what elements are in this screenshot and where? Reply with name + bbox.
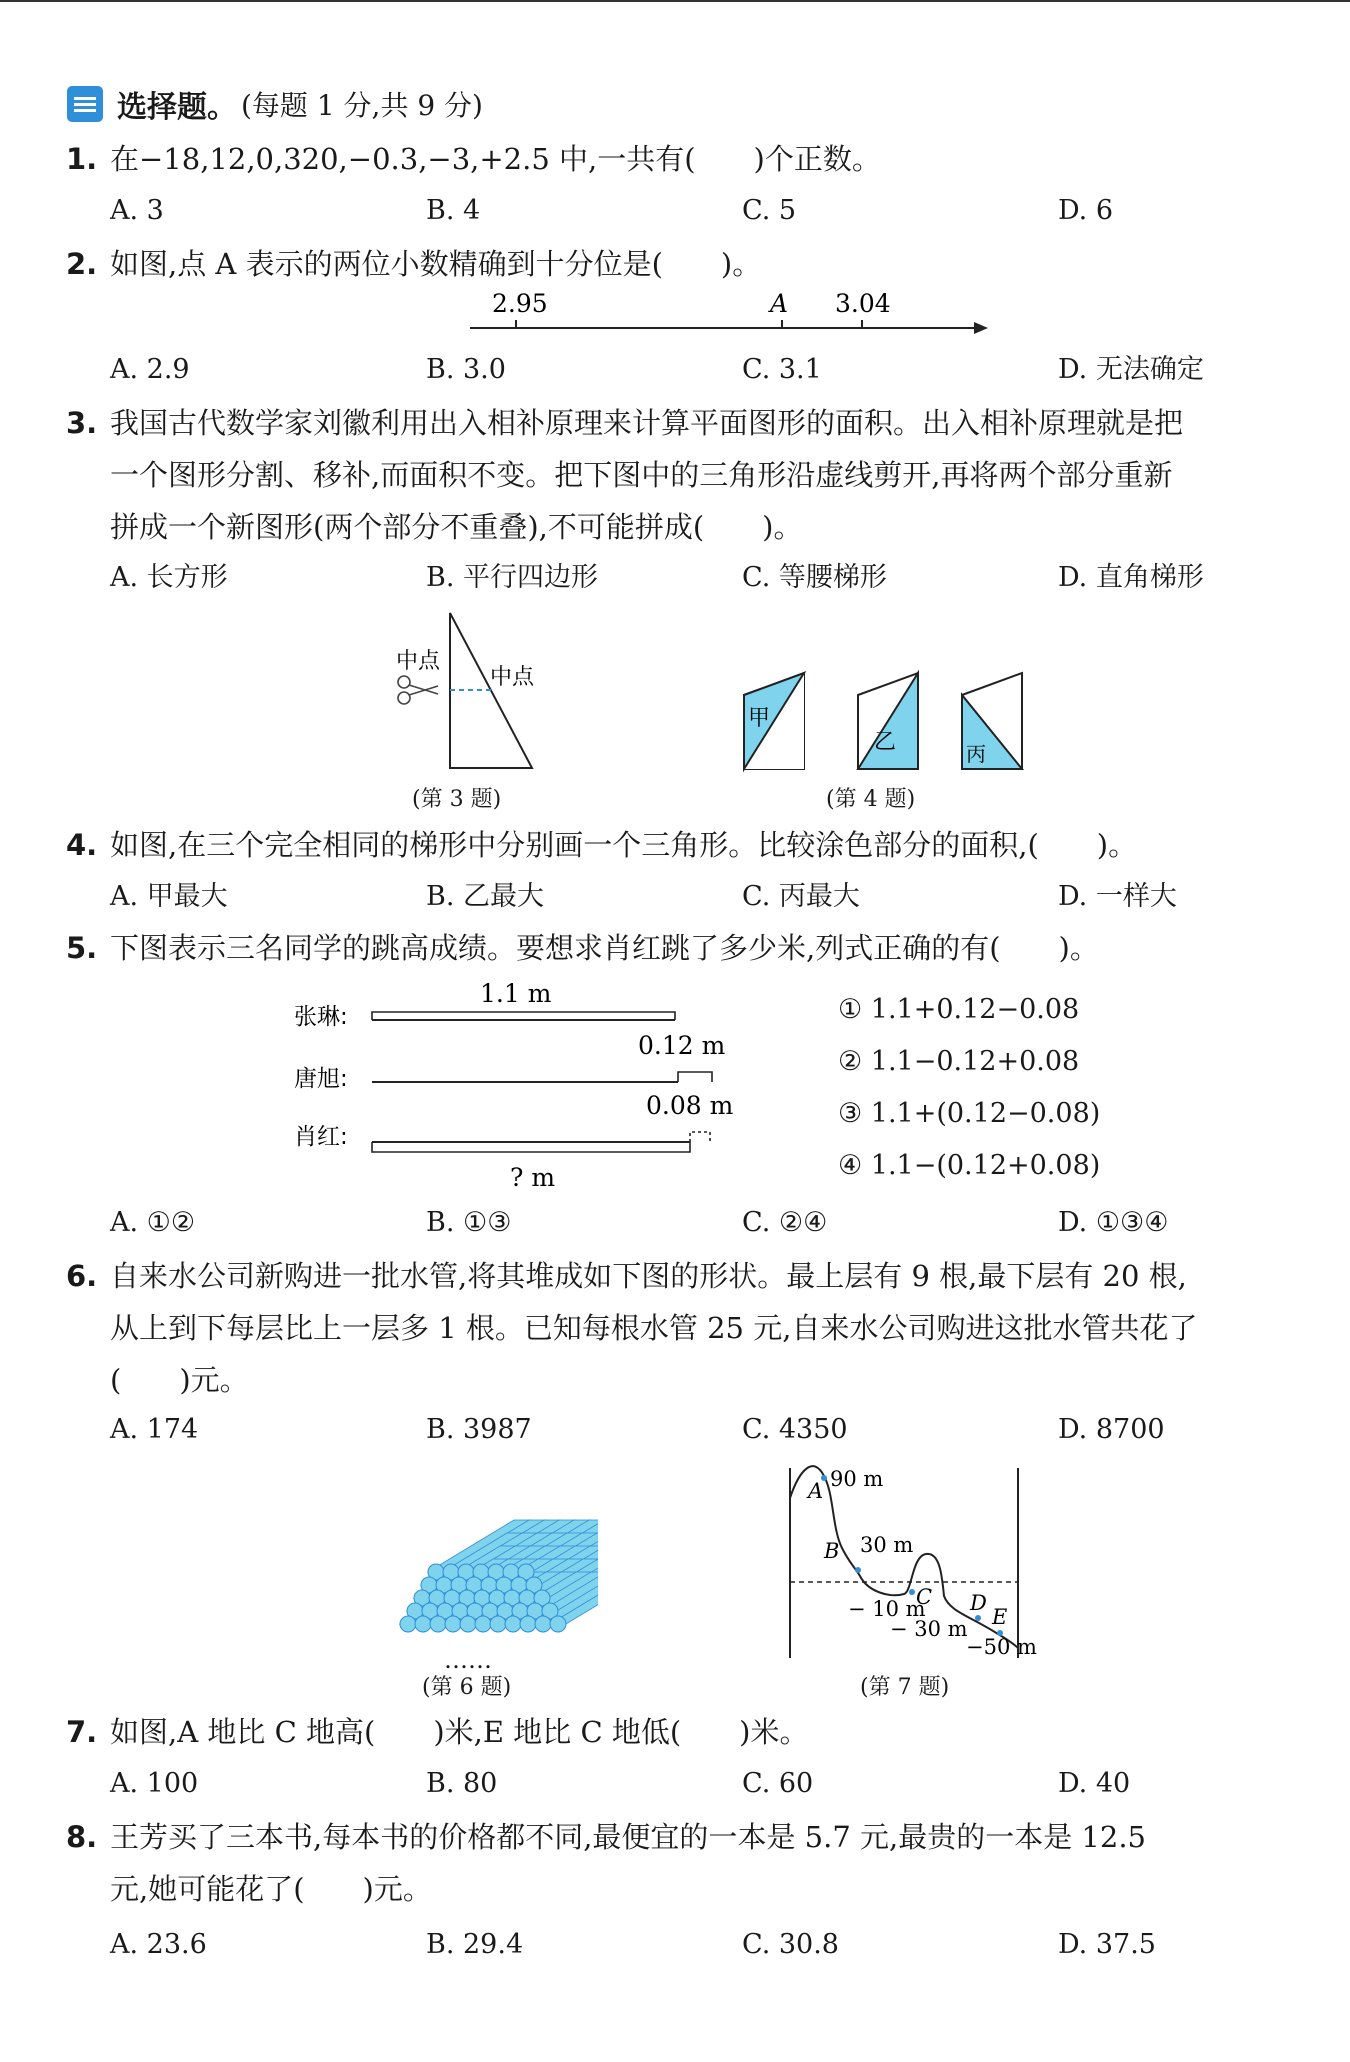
q6-option-b: B. 3987 xyxy=(426,1414,532,1445)
q4-trapezoids-figure xyxy=(736,665,1026,775)
q3-line-1: 我国古代数学家刘徽利用出入相补原理来计算平面图形的面积。出入相补原理就是把 xyxy=(110,406,1184,440)
svg-text:30 m: 30 m xyxy=(860,1533,914,1557)
q4-option-b: B. 乙最大 xyxy=(426,881,545,912)
q4-caption: (第 4 题) xyxy=(826,787,916,812)
q2-number-line xyxy=(470,290,990,340)
q2-option-b: B. 3.0 xyxy=(426,354,506,385)
q7-option-a: A. 100 xyxy=(110,1768,199,1799)
q3-midpoint-right: 中点 xyxy=(490,665,535,690)
q6-caption: (第 6 题) xyxy=(422,1675,512,1700)
svg-text:A: A xyxy=(808,1479,824,1503)
q3-number: 3. xyxy=(66,406,98,440)
q2-number: 2. xyxy=(66,247,98,281)
top-border xyxy=(0,0,1350,2)
q2-option-c: C. 3.1 xyxy=(742,354,822,385)
q8-number: 8. xyxy=(66,1820,98,1854)
trapezoid-jia xyxy=(744,673,804,769)
section-note: (每题 1 分,共 9 分) xyxy=(241,89,483,122)
q6-line-2: 从上到下每层比上一层多 1 根。已知每根水管 25 元,自来水公司购进这批水管共花了 xyxy=(110,1311,1198,1345)
svg-text:− 10 m: − 10 m xyxy=(848,1597,926,1621)
q3-option-d: D. 直角梯形 xyxy=(1058,562,1204,593)
q2-label-right: 3.04 xyxy=(835,290,891,318)
q8-option-d: D. 37.5 xyxy=(1058,1929,1156,1960)
q1-text: 在−18,12,0,320,−0.3,−3,+2.5 中,一共有( )个正数。 xyxy=(110,142,881,176)
pipe-end xyxy=(550,1616,566,1632)
section-header xyxy=(67,82,483,126)
q1-number: 1. xyxy=(66,142,98,176)
svg-text:唐旭:: 唐旭: xyxy=(294,1066,348,1092)
q5-option-b: B. ①③ xyxy=(426,1207,512,1238)
pipe-end xyxy=(460,1616,476,1632)
q8-option-c: C. 30.8 xyxy=(742,1929,839,1960)
svg-text:? m: ? m xyxy=(510,1163,556,1192)
q2-label-point: A xyxy=(770,290,789,318)
svg-text:0.08 m: 0.08 m xyxy=(646,1091,734,1120)
pipe-end xyxy=(490,1616,506,1632)
q5-formula-2: ② 1.1−0.12+0.08 xyxy=(838,1046,1080,1077)
q5-formula-4: ④ 1.1−(0.12+0.08) xyxy=(838,1150,1101,1181)
q5-text: 下图表示三名同学的跳高成绩。要想求肖红跳了多少米,列式正确的有( )。 xyxy=(110,931,1099,965)
q3-caption: (第 3 题) xyxy=(412,787,502,812)
svg-text:90 m: 90 m xyxy=(830,1467,884,1491)
q5-option-c: C. ②④ xyxy=(742,1207,828,1238)
trapezoid-yi xyxy=(858,673,918,769)
q4-number: 4. xyxy=(66,828,98,862)
q2-text: 如图,点 A 表示的两位小数精确到十分位是( )。 xyxy=(110,247,762,281)
pipe-end xyxy=(505,1616,521,1632)
svg-text:C: C xyxy=(916,1585,933,1609)
q6-number: 6. xyxy=(66,1259,98,1293)
q2-option-d: D. 无法确定 xyxy=(1058,354,1204,385)
q2-label-left: 2.95 xyxy=(492,290,548,318)
q1-option-d: D. 6 xyxy=(1058,195,1114,226)
q3-line-2: 一个图形分割、移补,而面积不变。把下图中的三角形沿虚线剪开,再将两个部分重新 xyxy=(110,458,1173,492)
svg-text:乙: 乙 xyxy=(874,730,897,755)
svg-text:−50 m: −50 m xyxy=(966,1635,1037,1659)
q4-option-a: A. 甲最大 xyxy=(110,881,228,912)
q6-line-1: 自来水公司新购进一批水管,将其堆成如下图的形状。最上层有 9 根,最下层有 20 根, xyxy=(110,1259,1187,1293)
pipe-end xyxy=(535,1616,551,1632)
q4-option-c: C. 丙最大 xyxy=(742,881,860,912)
trapezoid-bing xyxy=(962,673,1022,769)
q6-pipe-stack-figure xyxy=(368,1510,598,1650)
section-title: 选择题。 xyxy=(117,90,237,125)
q5-formula-1: ① 1.1+0.12−0.08 xyxy=(838,994,1080,1025)
q1-option-a: A. 3 xyxy=(110,195,164,226)
pipe-end xyxy=(520,1616,536,1632)
q6-option-d: D. 8700 xyxy=(1058,1414,1165,1445)
q3-triangle-figure xyxy=(390,608,570,778)
svg-text:B: B xyxy=(824,1539,840,1563)
q7-number: 7. xyxy=(66,1715,98,1749)
q6-option-c: C. 4350 xyxy=(742,1414,848,1445)
q4-text: 如图,在三个完全相同的梯形中分别画一个三角形。比较涂色部分的面积,( )。 xyxy=(110,828,1138,862)
q5-number: 5. xyxy=(66,931,98,965)
svg-text:张琳:: 张琳: xyxy=(294,1004,348,1030)
q5-formula-3: ③ 1.1+(0.12−0.08) xyxy=(838,1098,1101,1129)
q3-midpoint-left: 中点 xyxy=(396,649,441,674)
q5-option-a: A. ①② xyxy=(110,1207,196,1238)
q8-option-b: B. 29.4 xyxy=(426,1929,524,1960)
q8-line-2: 元,她可能花了( )元。 xyxy=(110,1872,432,1906)
q6-line-3: ( )元。 xyxy=(110,1363,249,1397)
svg-text:− 30 m: − 30 m xyxy=(890,1617,968,1641)
q1-option-b: B. 4 xyxy=(426,195,481,226)
q8-option-a: A. 23.6 xyxy=(110,1929,207,1960)
svg-text:丙: 丙 xyxy=(966,742,986,766)
pipe-end xyxy=(475,1616,491,1632)
svg-text:肖红:: 肖红: xyxy=(294,1124,348,1150)
section-three-icon xyxy=(67,86,103,122)
q7-option-b: B. 80 xyxy=(426,1768,498,1799)
pipe-end xyxy=(430,1616,446,1632)
q2-option-a: A. 2.9 xyxy=(110,354,190,385)
q7-terrain-figure xyxy=(780,1458,1050,1668)
q3-option-b: B. 平行四边形 xyxy=(426,562,599,593)
q3-line-3: 拼成一个新图形(两个部分不重叠),不可能拼成( )。 xyxy=(110,510,803,544)
svg-text:甲: 甲 xyxy=(748,706,771,731)
svg-text:1.1 m: 1.1 m xyxy=(480,979,552,1008)
q6-dots: …… xyxy=(444,1646,492,1674)
svg-text:0.12 m: 0.12 m xyxy=(638,1031,726,1060)
q6-option-a: A. 174 xyxy=(110,1414,199,1445)
q7-option-d: D. 40 xyxy=(1058,1768,1131,1799)
q1-option-c: C. 5 xyxy=(742,195,797,226)
q3-option-c: C. 等腰梯形 xyxy=(742,562,887,593)
q8-line-1: 王芳买了三本书,每本书的价格都不同,最便宜的一本是 5.7 元,最贵的一本是 12.5 xyxy=(110,1820,1147,1854)
q3-option-a: A. 长方形 xyxy=(110,562,228,593)
pipe-end xyxy=(415,1616,431,1632)
q7-text: 如图,A 地比 C 地高( )米,E 地比 C 地低( )米。 xyxy=(110,1715,809,1749)
q4-option-d: D. 一样大 xyxy=(1058,881,1177,912)
svg-text:E: E xyxy=(992,1605,1008,1629)
scissors-icon xyxy=(398,676,438,704)
pipe-end xyxy=(400,1616,416,1632)
q5-option-d: D. ①③④ xyxy=(1058,1207,1169,1238)
pipe-end xyxy=(445,1616,461,1632)
q5-bar-diagram xyxy=(290,976,760,1196)
svg-text:D: D xyxy=(970,1591,987,1615)
q7-option-c: C. 60 xyxy=(742,1768,814,1799)
q7-caption: (第 7 题) xyxy=(860,1675,950,1700)
